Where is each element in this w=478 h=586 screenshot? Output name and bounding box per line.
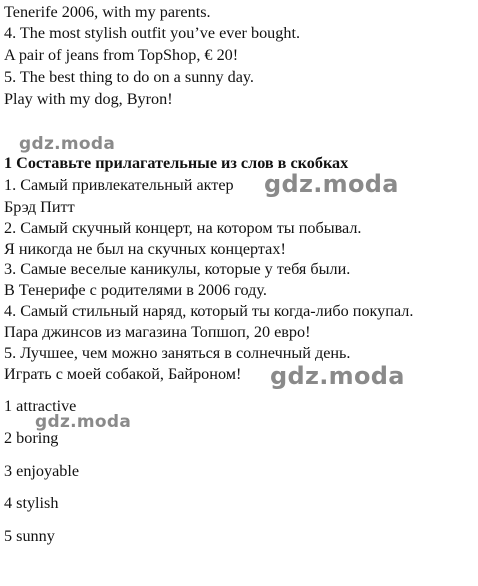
- watermark: gdz.moda: [19, 134, 116, 154]
- adjective-answer: 4 stylish: [4, 494, 59, 512]
- watermark: gdz.moda: [264, 170, 399, 198]
- translation-line: Брэд Питт: [4, 198, 75, 216]
- adjective-answer: 3 enjoyable: [4, 462, 80, 480]
- answer-line: 5. The best thing to do on a sunny day.: [4, 68, 254, 86]
- adjective-answer: 2 boring: [4, 429, 59, 447]
- answer-line: A pair of jeans from TopShop, € 20!: [4, 46, 239, 64]
- translation-line: Пара джинсов из магазина Топшоп, 20 евро!: [4, 323, 311, 341]
- adjective-answer: 5 sunny: [4, 527, 55, 545]
- translation-line: Я никогда не был на скучных концертах!: [4, 240, 286, 258]
- translation-line: 2. Самый скучный концерт, на котором ты побывал.: [4, 219, 362, 237]
- translation-line: 5. Лучшее, чем можно заняться в солнечный день.: [4, 344, 351, 362]
- answer-line: Play with my dog, Byron!: [4, 90, 173, 108]
- exercise-heading: 1 Составьте прилагательные из слов в скобках: [4, 154, 349, 172]
- watermark: gdz.moda: [35, 412, 132, 432]
- answer-line: Tenerife 2006, with my parents.: [4, 3, 211, 21]
- translation-line: 3. Самые веселые каникулы, которые у тебя были.: [4, 260, 351, 278]
- watermark: gdz.moda: [270, 362, 405, 390]
- answer-line: 4. The most stylish outfit you’ve ever bought.: [4, 24, 300, 42]
- translation-line: Играть с моей собакой, Байроном!: [4, 365, 242, 383]
- translation-line: 1. Самый привлекательный актер: [4, 176, 234, 194]
- translation-line: В Тенерифе с родителями в 2006 году.: [4, 281, 267, 299]
- adjective-answer: 1 attractive: [4, 397, 77, 415]
- translation-line: 4. Самый стильный наряд, который ты когда-либо покупал.: [4, 302, 414, 320]
